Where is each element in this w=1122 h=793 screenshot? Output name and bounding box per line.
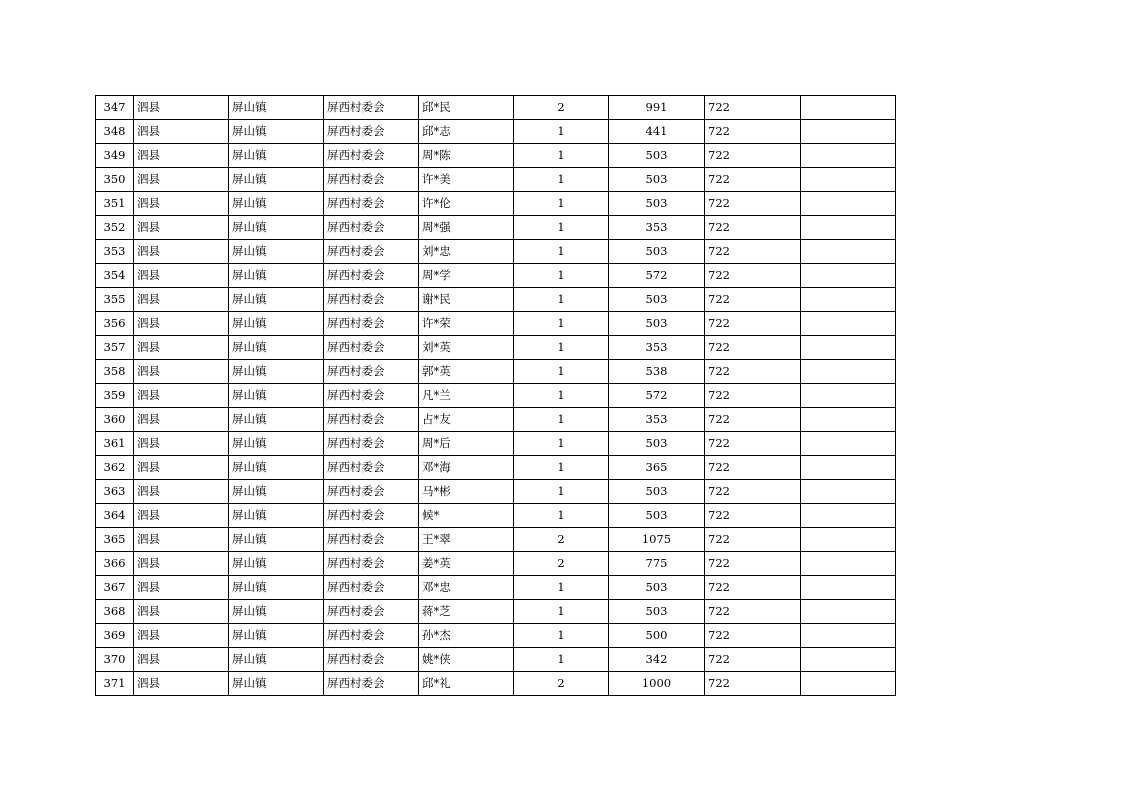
cell-people-count: 1: [514, 504, 609, 528]
cell-people-count: 1: [514, 120, 609, 144]
cell-town: 屏山镇: [229, 576, 324, 600]
cell-remark: [801, 264, 896, 288]
cell-name: 邱*民: [419, 96, 514, 120]
cell-remark: [801, 600, 896, 624]
cell-name: 姜*英: [419, 552, 514, 576]
cell-amount: 572: [609, 264, 705, 288]
cell-amount: 353: [609, 336, 705, 360]
table-row: [96, 456, 896, 480]
cell-county: 泗县: [134, 552, 229, 576]
cell-remark: [801, 168, 896, 192]
cell-amount: 503: [609, 600, 705, 624]
cell-serial-number: 368: [96, 600, 134, 624]
cell-people-count: 1: [514, 480, 609, 504]
cell-code: 722: [705, 288, 801, 312]
cell-town: 屏山镇: [229, 168, 324, 192]
cell-remark: [801, 504, 896, 528]
cell-county: 泗县: [134, 216, 229, 240]
cell-amount: 572: [609, 384, 705, 408]
cell-town: 屏山镇: [229, 312, 324, 336]
cell-remark: [801, 624, 896, 648]
cell-name: 周*陈: [419, 144, 514, 168]
cell-village: 屏西村委会: [324, 576, 419, 600]
cell-county: 泗县: [134, 432, 229, 456]
cell-code: 722: [705, 504, 801, 528]
cell-amount: 503: [609, 168, 705, 192]
cell-town: 屏山镇: [229, 408, 324, 432]
cell-county: 泗县: [134, 240, 229, 264]
cell-name: 许*美: [419, 168, 514, 192]
cell-remark: [801, 528, 896, 552]
cell-serial-number: 357: [96, 336, 134, 360]
cell-code: 722: [705, 96, 801, 120]
cell-amount: 503: [609, 144, 705, 168]
cell-serial-number: 371: [96, 672, 134, 696]
cell-town: 屏山镇: [229, 504, 324, 528]
cell-remark: [801, 336, 896, 360]
cell-town: 屏山镇: [229, 360, 324, 384]
cell-serial-number: 366: [96, 552, 134, 576]
cell-town: 屏山镇: [229, 456, 324, 480]
cell-serial-number: 370: [96, 648, 134, 672]
cell-name: 邓*海: [419, 456, 514, 480]
table-body: [96, 96, 896, 696]
cell-remark: [801, 384, 896, 408]
table-row: [96, 120, 896, 144]
cell-serial-number: 358: [96, 360, 134, 384]
cell-amount: 503: [609, 312, 705, 336]
cell-village: 屏西村委会: [324, 408, 419, 432]
cell-name: 马*彬: [419, 480, 514, 504]
cell-town: 屏山镇: [229, 432, 324, 456]
cell-amount: 503: [609, 240, 705, 264]
cell-name: 占*友: [419, 408, 514, 432]
cell-county: 泗县: [134, 336, 229, 360]
cell-village: 屏西村委会: [324, 552, 419, 576]
cell-code: 722: [705, 408, 801, 432]
cell-name: 许*伦: [419, 192, 514, 216]
cell-county: 泗县: [134, 96, 229, 120]
cell-name: 周*学: [419, 264, 514, 288]
cell-code: 722: [705, 384, 801, 408]
cell-serial-number: 363: [96, 480, 134, 504]
table-row: [96, 336, 896, 360]
cell-serial-number: 347: [96, 96, 134, 120]
cell-people-count: 2: [514, 528, 609, 552]
cell-village: 屏西村委会: [324, 240, 419, 264]
cell-serial-number: 349: [96, 144, 134, 168]
cell-remark: [801, 576, 896, 600]
cell-amount: 441: [609, 120, 705, 144]
cell-remark: [801, 672, 896, 696]
cell-town: 屏山镇: [229, 120, 324, 144]
cell-serial-number: 354: [96, 264, 134, 288]
cell-name: 周*强: [419, 216, 514, 240]
cell-code: 722: [705, 120, 801, 144]
cell-village: 屏西村委会: [324, 624, 419, 648]
cell-people-count: 1: [514, 432, 609, 456]
cell-people-count: 1: [514, 240, 609, 264]
cell-code: 722: [705, 336, 801, 360]
cell-serial-number: 362: [96, 456, 134, 480]
cell-code: 722: [705, 672, 801, 696]
cell-people-count: 1: [514, 600, 609, 624]
cell-people-count: 1: [514, 336, 609, 360]
cell-county: 泗县: [134, 600, 229, 624]
table-row: [96, 432, 896, 456]
cell-name: 孙*杰: [419, 624, 514, 648]
table-row: [96, 408, 896, 432]
cell-village: 屏西村委会: [324, 456, 419, 480]
cell-name: 邱*礼: [419, 672, 514, 696]
cell-code: 722: [705, 648, 801, 672]
cell-village: 屏西村委会: [324, 264, 419, 288]
cell-people-count: 2: [514, 672, 609, 696]
cell-remark: [801, 552, 896, 576]
cell-name: 郭*英: [419, 360, 514, 384]
cell-remark: [801, 144, 896, 168]
table-row: [96, 264, 896, 288]
cell-village: 屏西村委会: [324, 96, 419, 120]
cell-serial-number: 350: [96, 168, 134, 192]
cell-county: 泗县: [134, 480, 229, 504]
cell-village: 屏西村委会: [324, 648, 419, 672]
cell-people-count: 1: [514, 288, 609, 312]
cell-name: 邱*志: [419, 120, 514, 144]
cell-remark: [801, 240, 896, 264]
table-row: [96, 240, 896, 264]
cell-people-count: 1: [514, 648, 609, 672]
cell-serial-number: 353: [96, 240, 134, 264]
table-row: [96, 552, 896, 576]
cell-code: 722: [705, 216, 801, 240]
cell-code: 722: [705, 264, 801, 288]
table-row: [96, 624, 896, 648]
cell-remark: [801, 216, 896, 240]
cell-remark: [801, 120, 896, 144]
cell-people-count: 1: [514, 576, 609, 600]
cell-serial-number: 351: [96, 192, 134, 216]
cell-town: 屏山镇: [229, 336, 324, 360]
cell-village: 屏西村委会: [324, 192, 419, 216]
table-row: [96, 648, 896, 672]
cell-people-count: 2: [514, 96, 609, 120]
cell-village: 屏西村委会: [324, 120, 419, 144]
table-row: [96, 384, 896, 408]
cell-village: 屏西村委会: [324, 312, 419, 336]
table-row: [96, 360, 896, 384]
cell-serial-number: 364: [96, 504, 134, 528]
cell-serial-number: 367: [96, 576, 134, 600]
cell-county: 泗县: [134, 288, 229, 312]
cell-code: 722: [705, 552, 801, 576]
table-row: [96, 672, 896, 696]
cell-name: 候*: [419, 504, 514, 528]
cell-remark: [801, 192, 896, 216]
cell-remark: [801, 96, 896, 120]
cell-county: 泗县: [134, 624, 229, 648]
cell-serial-number: 359: [96, 384, 134, 408]
cell-amount: 365: [609, 456, 705, 480]
cell-code: 722: [705, 480, 801, 504]
cell-serial-number: 355: [96, 288, 134, 312]
cell-code: 722: [705, 360, 801, 384]
cell-county: 泗县: [134, 504, 229, 528]
cell-code: 722: [705, 576, 801, 600]
cell-amount: 503: [609, 504, 705, 528]
cell-serial-number: 352: [96, 216, 134, 240]
cell-amount: 1075: [609, 528, 705, 552]
cell-village: 屏西村委会: [324, 216, 419, 240]
cell-name: 蒋*芝: [419, 600, 514, 624]
cell-amount: 500: [609, 624, 705, 648]
cell-name: 刘*忠: [419, 240, 514, 264]
cell-code: 722: [705, 144, 801, 168]
cell-town: 屏山镇: [229, 216, 324, 240]
cell-name: 姚*侠: [419, 648, 514, 672]
cell-amount: 991: [609, 96, 705, 120]
table-row: [96, 504, 896, 528]
cell-amount: 353: [609, 408, 705, 432]
cell-town: 屏山镇: [229, 288, 324, 312]
cell-people-count: 2: [514, 552, 609, 576]
cell-county: 泗县: [134, 576, 229, 600]
cell-remark: [801, 312, 896, 336]
cell-town: 屏山镇: [229, 672, 324, 696]
cell-amount: 503: [609, 432, 705, 456]
cell-county: 泗县: [134, 144, 229, 168]
cell-serial-number: 348: [96, 120, 134, 144]
cell-county: 泗县: [134, 648, 229, 672]
table-row: [96, 576, 896, 600]
cell-code: 722: [705, 624, 801, 648]
cell-village: 屏西村委会: [324, 288, 419, 312]
cell-people-count: 1: [514, 312, 609, 336]
cell-village: 屏西村委会: [324, 168, 419, 192]
cell-people-count: 1: [514, 624, 609, 648]
cell-amount: 503: [609, 576, 705, 600]
cell-village: 屏西村委会: [324, 144, 419, 168]
cell-code: 722: [705, 240, 801, 264]
cell-name: 凡*兰: [419, 384, 514, 408]
allowance-table: [95, 95, 896, 696]
cell-code: 722: [705, 168, 801, 192]
cell-village: 屏西村委会: [324, 504, 419, 528]
cell-people-count: 1: [514, 264, 609, 288]
cell-town: 屏山镇: [229, 192, 324, 216]
cell-serial-number: 365: [96, 528, 134, 552]
cell-people-count: 1: [514, 408, 609, 432]
cell-code: 722: [705, 600, 801, 624]
cell-code: 722: [705, 192, 801, 216]
cell-remark: [801, 408, 896, 432]
table-row: [96, 144, 896, 168]
cell-serial-number: 369: [96, 624, 134, 648]
cell-people-count: 1: [514, 216, 609, 240]
cell-people-count: 1: [514, 144, 609, 168]
table-row: [96, 312, 896, 336]
cell-code: 722: [705, 432, 801, 456]
cell-amount: 1000: [609, 672, 705, 696]
cell-town: 屏山镇: [229, 648, 324, 672]
cell-amount: 503: [609, 288, 705, 312]
cell-serial-number: 360: [96, 408, 134, 432]
cell-remark: [801, 432, 896, 456]
cell-code: 722: [705, 528, 801, 552]
cell-village: 屏西村委会: [324, 528, 419, 552]
table-row: [96, 192, 896, 216]
cell-county: 泗县: [134, 408, 229, 432]
cell-name: 许*荣: [419, 312, 514, 336]
cell-county: 泗县: [134, 672, 229, 696]
table-row: [96, 528, 896, 552]
cell-remark: [801, 480, 896, 504]
cell-name: 周*后: [419, 432, 514, 456]
cell-people-count: 1: [514, 384, 609, 408]
cell-county: 泗县: [134, 360, 229, 384]
cell-county: 泗县: [134, 192, 229, 216]
cell-county: 泗县: [134, 120, 229, 144]
table-row: [96, 600, 896, 624]
cell-name: 谢*民: [419, 288, 514, 312]
cell-county: 泗县: [134, 456, 229, 480]
cell-village: 屏西村委会: [324, 384, 419, 408]
cell-village: 屏西村委会: [324, 600, 419, 624]
cell-people-count: 1: [514, 456, 609, 480]
cell-remark: [801, 288, 896, 312]
cell-town: 屏山镇: [229, 96, 324, 120]
cell-town: 屏山镇: [229, 528, 324, 552]
cell-county: 泗县: [134, 312, 229, 336]
cell-town: 屏山镇: [229, 264, 324, 288]
cell-county: 泗县: [134, 384, 229, 408]
cell-amount: 538: [609, 360, 705, 384]
cell-amount: 503: [609, 192, 705, 216]
cell-county: 泗县: [134, 264, 229, 288]
table-row: [96, 168, 896, 192]
cell-serial-number: 361: [96, 432, 134, 456]
cell-name: 邓*忠: [419, 576, 514, 600]
cell-village: 屏西村委会: [324, 360, 419, 384]
cell-amount: 775: [609, 552, 705, 576]
cell-name: 刘*英: [419, 336, 514, 360]
cell-remark: [801, 456, 896, 480]
cell-serial-number: 356: [96, 312, 134, 336]
cell-town: 屏山镇: [229, 480, 324, 504]
cell-town: 屏山镇: [229, 552, 324, 576]
cell-county: 泗县: [134, 168, 229, 192]
cell-amount: 503: [609, 480, 705, 504]
cell-village: 屏西村委会: [324, 672, 419, 696]
table-row: [96, 480, 896, 504]
cell-amount: 342: [609, 648, 705, 672]
cell-county: 泗县: [134, 528, 229, 552]
cell-town: 屏山镇: [229, 144, 324, 168]
cell-people-count: 1: [514, 168, 609, 192]
cell-amount: 353: [609, 216, 705, 240]
cell-village: 屏西村委会: [324, 480, 419, 504]
cell-village: 屏西村委会: [324, 336, 419, 360]
cell-town: 屏山镇: [229, 240, 324, 264]
cell-code: 722: [705, 312, 801, 336]
cell-town: 屏山镇: [229, 600, 324, 624]
table-row: [96, 216, 896, 240]
cell-village: 屏西村委会: [324, 432, 419, 456]
cell-remark: [801, 360, 896, 384]
cell-people-count: 1: [514, 360, 609, 384]
cell-code: 722: [705, 456, 801, 480]
table-row: [96, 96, 896, 120]
cell-name: 王*翠: [419, 528, 514, 552]
table-row: [96, 288, 896, 312]
cell-people-count: 1: [514, 192, 609, 216]
cell-town: 屏山镇: [229, 384, 324, 408]
cell-town: 屏山镇: [229, 624, 324, 648]
cell-remark: [801, 648, 896, 672]
